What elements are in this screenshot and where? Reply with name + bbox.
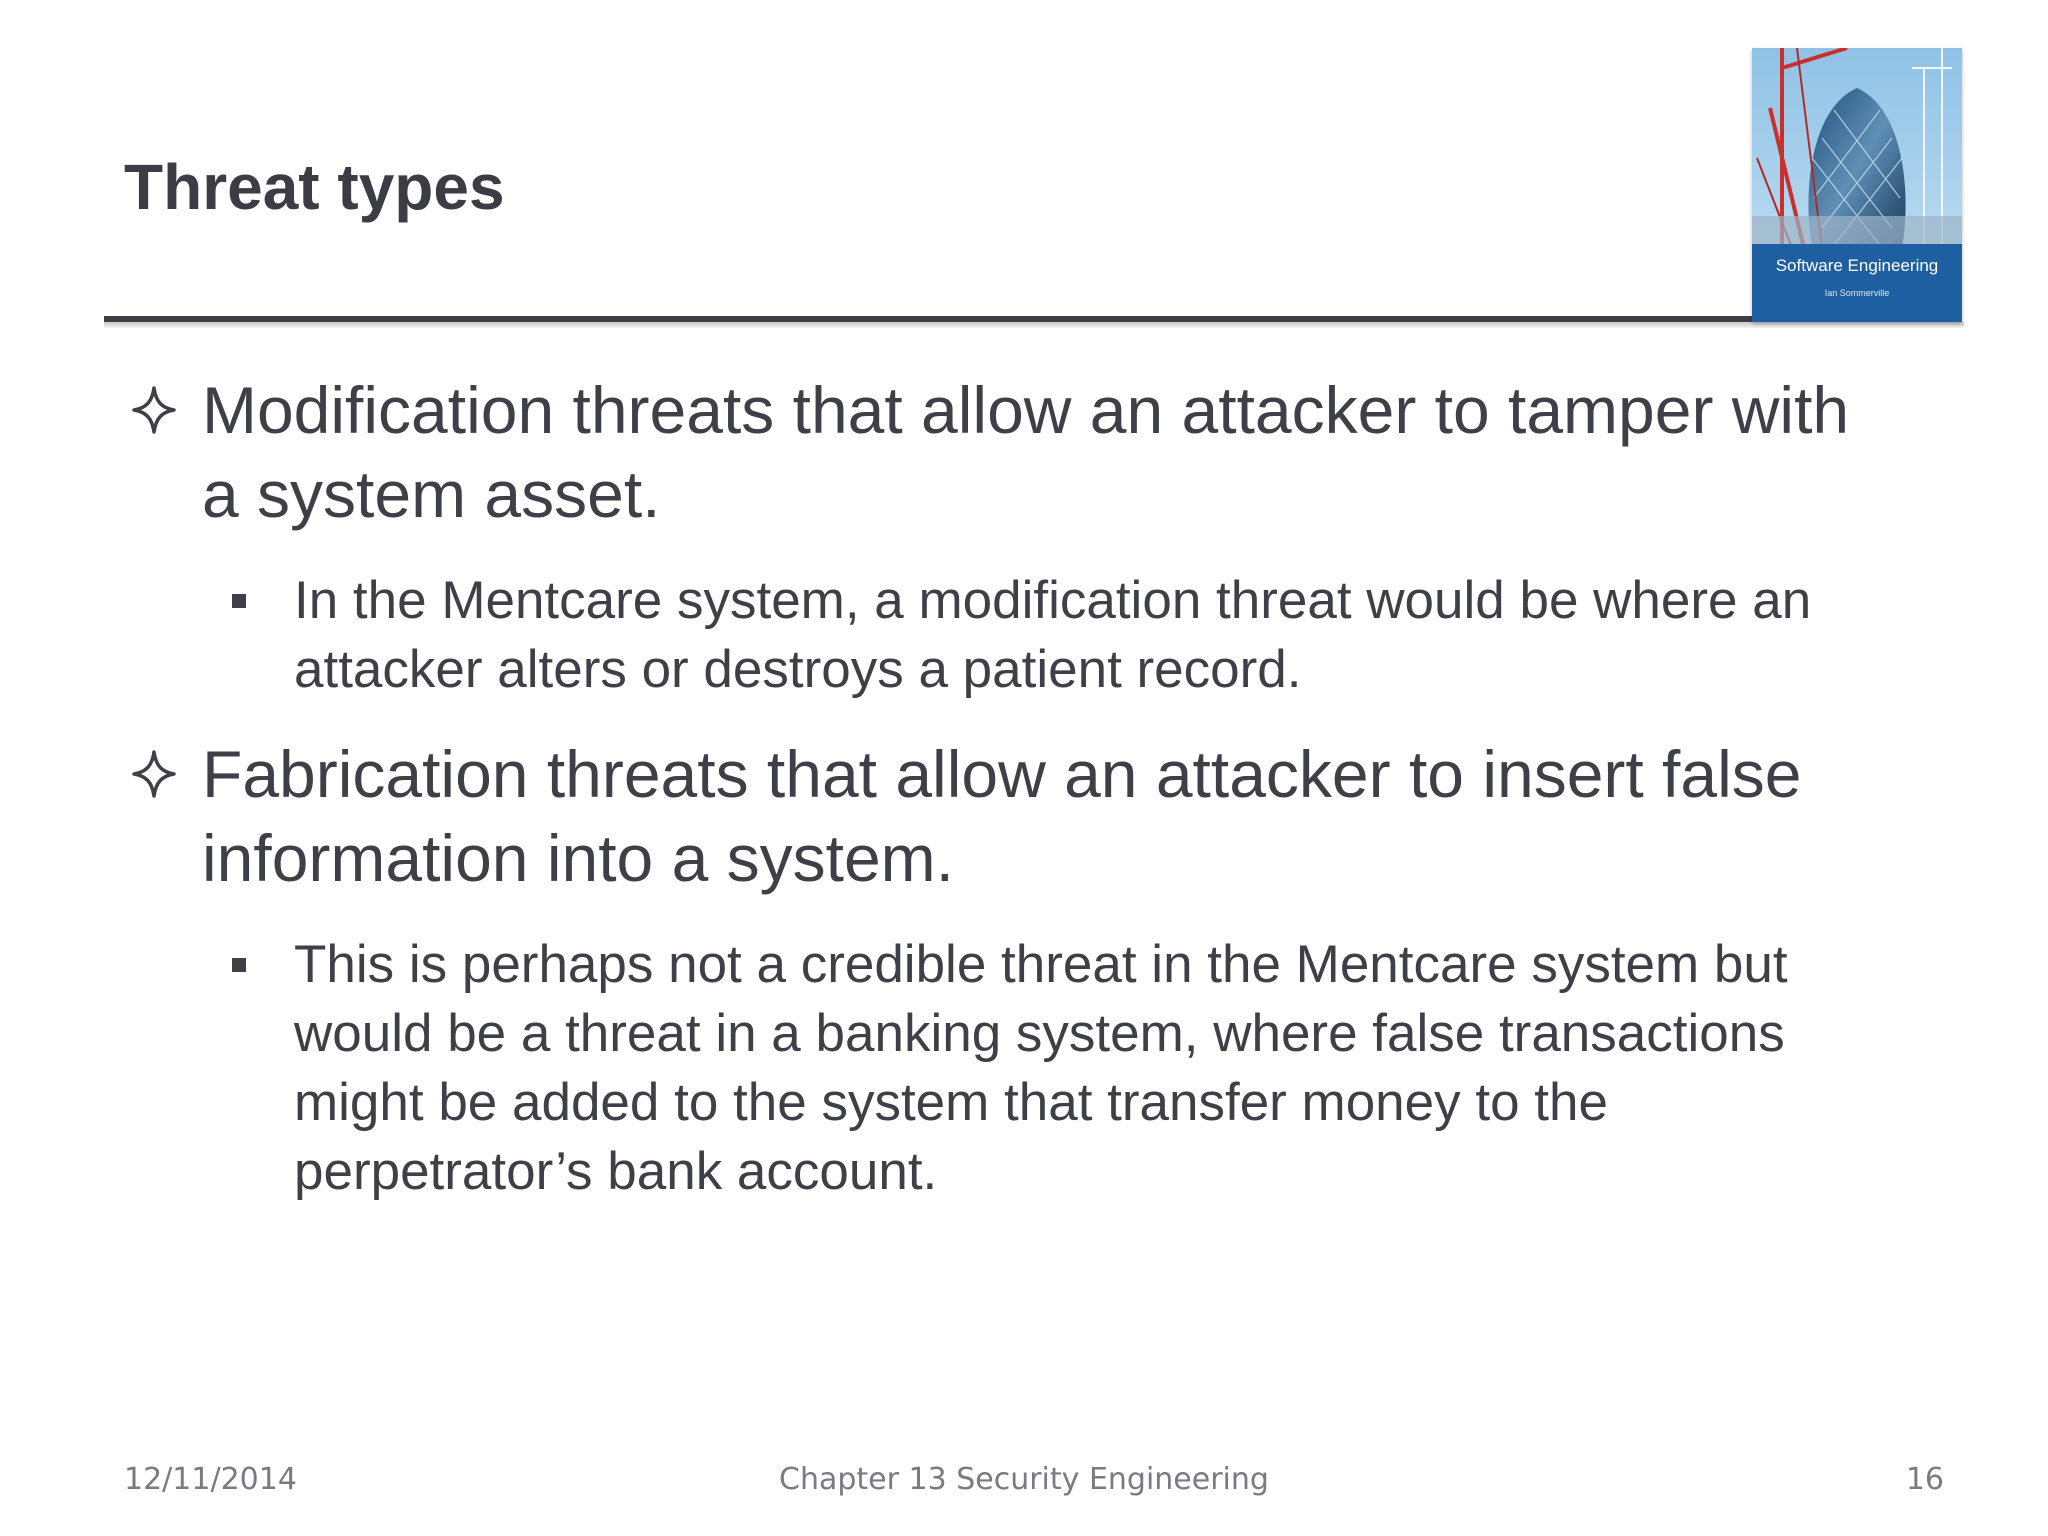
sub-bullet-text-line: perpetrator’s bank account. xyxy=(294,1142,938,1201)
slide-title: Threat types xyxy=(124,151,505,223)
four-point-star-bullet-icon xyxy=(124,368,184,452)
sub-bullet-text-line: would be a threat in a banking system, where false transactions xyxy=(294,1004,1785,1063)
footer-date: 12/11/2014 xyxy=(124,1462,297,1497)
footer-page-number: 16 xyxy=(1905,1462,1944,1497)
title-rule-shadow xyxy=(104,322,1964,328)
four-point-star-bullet-icon xyxy=(124,732,184,816)
square-bullet-icon xyxy=(232,594,246,608)
bullet-text-line: Fabrication threats that allow an attacker to insert false xyxy=(202,737,1802,811)
bullet-text-line: information into a system. xyxy=(202,821,954,895)
cover-author: Ian Sommerville xyxy=(1824,288,1890,298)
title-rule xyxy=(104,316,1764,322)
footer-chapter: Chapter 13 Security Engineering xyxy=(779,1462,1269,1497)
sub-bullet-text-line: might be added to the system that transfer money to the xyxy=(294,1073,1608,1132)
cover-title: Software Engineering xyxy=(1775,256,1939,275)
bullet-level1 xyxy=(124,368,1944,536)
bullet-level2 xyxy=(294,930,1944,1206)
building-illustration-icon xyxy=(1752,48,1962,322)
bullet-text-line: a system asset. xyxy=(202,457,661,531)
book-cover-image xyxy=(1752,48,1962,322)
bullet-text-line: Modification threats that allow an attacker to tamper with xyxy=(202,373,1850,447)
sub-bullet-text-line: This is perhaps not a credible threat in the Mentcare system but xyxy=(294,935,1788,994)
bullet-level1 xyxy=(124,732,1944,900)
bullet-level2 xyxy=(294,566,1944,704)
sub-bullet-text-line: In the Mentcare system, a modification threat would be where an xyxy=(294,571,1812,630)
sub-bullet-text-line: attacker alters or destroys a patient record. xyxy=(294,640,1302,699)
slide-content xyxy=(124,368,1944,1206)
square-bullet-icon xyxy=(232,958,246,972)
